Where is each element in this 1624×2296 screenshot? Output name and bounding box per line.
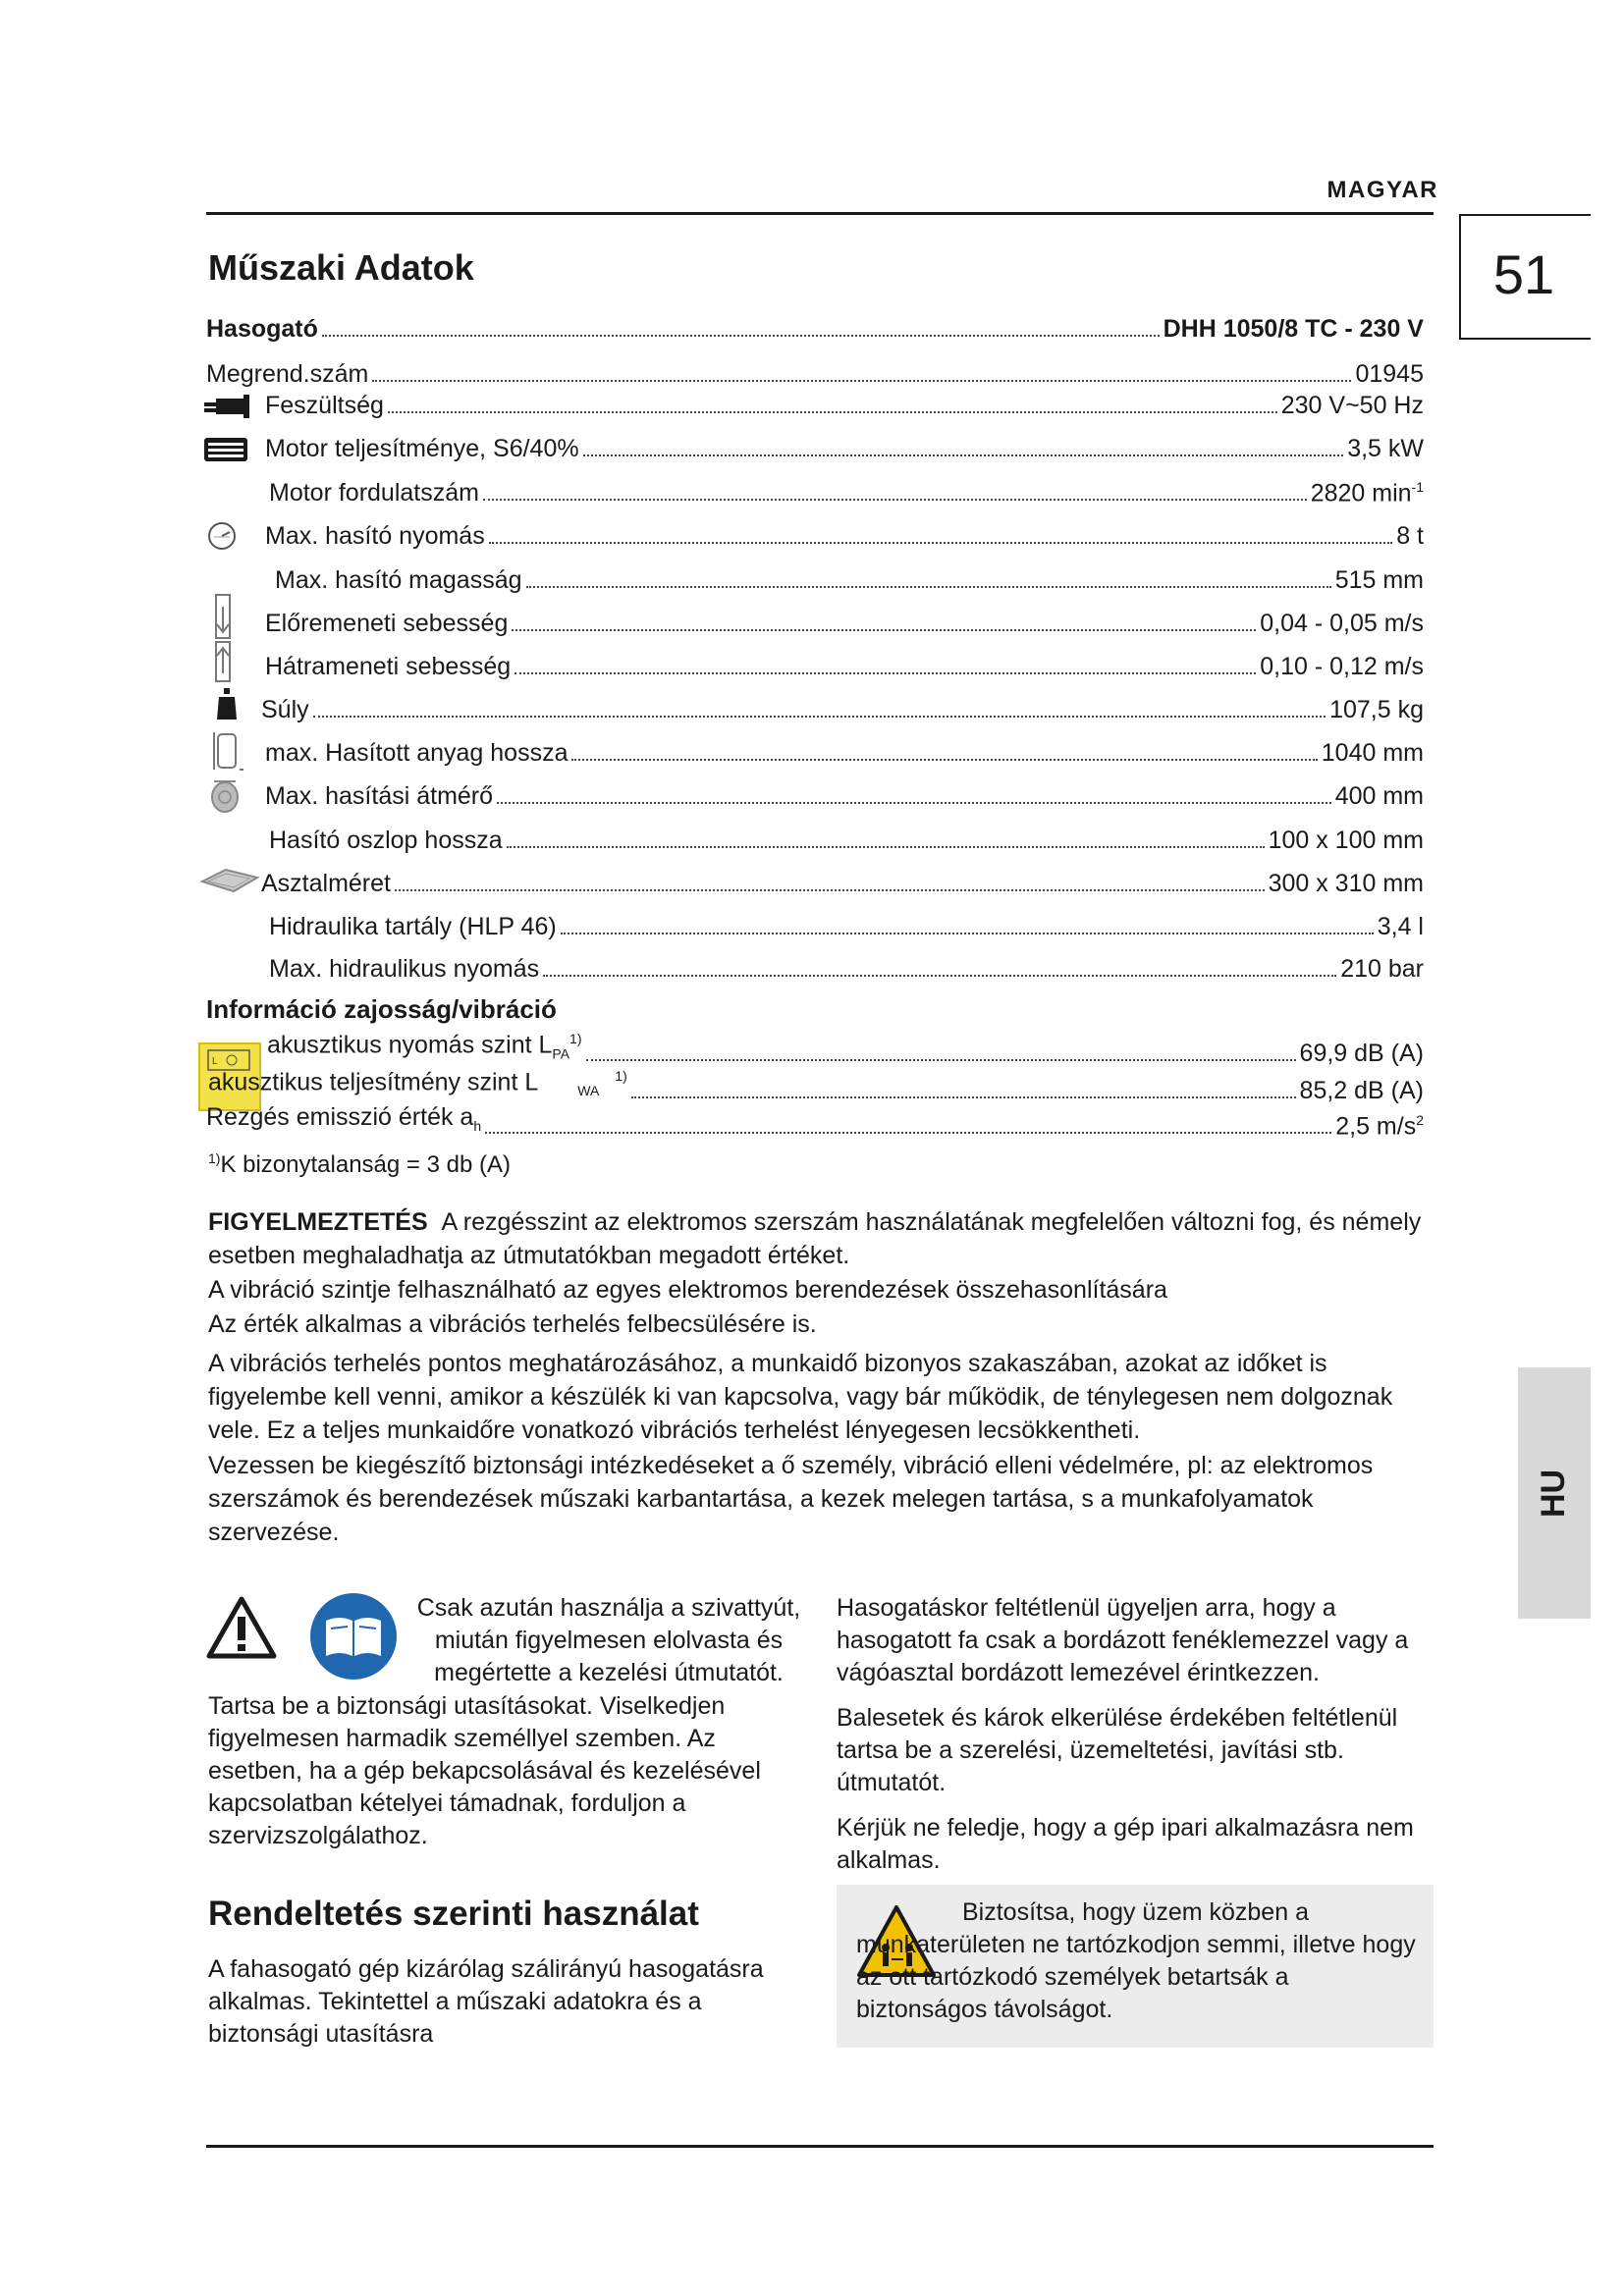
spec-row xyxy=(265,389,1424,420)
usage-heading: Rendeltetés szerinti használat xyxy=(208,1895,699,1933)
noise-row xyxy=(208,1067,1424,1105)
spec-label: Hátrameneti sebesség xyxy=(265,653,512,680)
warning-paragraph: A vibrációs terhelés pontos meghatározásához, a munkaidő bizonyos szakaszában, azokat az időket is figyelembe kell venni, amikor a készülék ki van kapcsolva, vagy bár működik, de ténylegesen nem dolgoznak vele. Ez a teljes munkaidőre vonatkozó vibrációs terhelést lényegesen lecsökkentheti. xyxy=(208,1350,1393,1444)
safety-rest: Tartsa be a biztonsági utasításokat. Viselkedjen figyelmesen harmadik személlyel szemben. Az esetben, ha a gép bekapcsolásával és kezelésével kapcsolatban kételyei támadnak, forduljon a szervizszolgálathoz. xyxy=(208,1692,761,1849)
spec-value: 3,4 l xyxy=(1377,913,1424,940)
spec-label: Motor teljesítménye, S6/40% xyxy=(265,435,579,462)
spec-label: Feszültség xyxy=(265,392,384,419)
spec-row xyxy=(265,607,1424,638)
spec-label: Max. hidraulikus nyomás xyxy=(269,955,540,983)
spec-value: 100 x 100 mm xyxy=(1268,827,1424,854)
noise-sub: h xyxy=(473,1118,482,1134)
spec-value: 210 bar xyxy=(1340,955,1424,983)
spec-row xyxy=(265,736,1424,768)
svg-text:L: L xyxy=(212,1056,218,1067)
spec-row xyxy=(269,476,1424,507)
spec-value: 0,10 - 0,12 m/s xyxy=(1260,653,1424,680)
spec-label: Súly xyxy=(261,696,309,723)
right-paragraph: Kérjük ne feledje, hogy a gép ipari alkalmazásra nem alkalmas. xyxy=(837,1814,1414,1874)
spec-value: 8 t xyxy=(1396,522,1424,550)
spec-label: Előremeneti sebesség xyxy=(265,610,509,637)
noise-sup: 1) xyxy=(615,1067,627,1084)
spec-model-label: Hasogató xyxy=(206,315,318,343)
spec-row xyxy=(265,779,1424,811)
noise-sub: WA xyxy=(577,1083,600,1098)
spec-label: Hidraulika tartály (HLP 46) xyxy=(269,913,557,940)
spec-value: 230 V~50 Hz xyxy=(1280,392,1424,419)
spec-unit-sup: -1 xyxy=(1411,478,1424,495)
header-rule xyxy=(206,212,1434,215)
spec-row xyxy=(275,563,1424,595)
spec-value: 107,5 kg xyxy=(1329,696,1424,723)
log-length-icon xyxy=(210,730,245,775)
spec-value: 3,5 kW xyxy=(1347,435,1424,462)
spec-row xyxy=(265,650,1424,681)
spec-value: 300 x 310 mm xyxy=(1268,870,1424,897)
spec-label: Hasító oszlop hossza xyxy=(269,827,503,854)
noise-footnote: $^{1)}$K bizonytalanság = 3 db (A) xyxy=(208,1150,511,1178)
weight-icon xyxy=(216,687,238,721)
warning-paragraph: FIGYELMEZTETÉS A rezgésszint az elektromos szerszám használatának megfelelően változni fog, és némely esetben meghaladhatja az útmutatókban megadott értéket. xyxy=(208,1208,1422,1269)
spec-row xyxy=(265,432,1424,463)
noise-sub: PA xyxy=(552,1045,570,1061)
spec-label: Asztalméret xyxy=(261,870,391,897)
forward-speed-icon xyxy=(212,593,240,644)
plug-icon xyxy=(204,391,255,420)
spec-value: 0,04 - 0,05 m/s xyxy=(1260,610,1424,637)
warning-triangle-icon xyxy=(206,1595,277,1660)
spec-value: 01945 xyxy=(1355,360,1424,388)
language-tab-label: HU xyxy=(1535,1468,1573,1518)
right-paragraph: Hasogatáskor feltétlenül ügyeljen arra, hogy a hasogatott fa csak a bordázott fenéklemezzel vagy a vágóasztal bordázott lemezével érintkezzen. xyxy=(837,1594,1409,1686)
noise-label: akusztikus nyomás szint L xyxy=(267,1031,553,1058)
footer-rule xyxy=(206,2145,1434,2148)
usage-text: A fahasogató gép kizárólag szálirányú hasogatásra alkalmas. Tekintettel a műszaki adatokra és a biztonsági utasításra xyxy=(208,1955,764,2048)
warning-lead: FIGYELMEZTETÉS xyxy=(208,1208,428,1236)
spec-value: 400 mm xyxy=(1334,782,1424,810)
spec-label: Max. hasító magasság xyxy=(275,566,522,594)
warning-paragraph: A vibráció szintje felhasználható az egyes elektromos berendezések összehasonlítására xyxy=(208,1276,1167,1304)
table-size-icon xyxy=(198,864,261,897)
motor-icon xyxy=(202,434,251,463)
spec-row xyxy=(269,952,1424,984)
spec-model-row xyxy=(206,312,1424,344)
spec-label: Max. hasítási átmérő xyxy=(265,782,494,810)
read-manual-icon xyxy=(308,1591,399,1682)
warning-paragraph: Az érték alkalmas a vibrációs terhelés felbecsülésére is. xyxy=(208,1310,817,1338)
noise-sup: 1) xyxy=(569,1030,582,1046)
spec-row xyxy=(206,357,1424,389)
spec-row xyxy=(269,910,1424,941)
spec-value: 1040 mm xyxy=(1321,739,1424,767)
spec-model-value: DHH 1050/8 TC - 230 V xyxy=(1163,315,1424,343)
safety-distance-text: Biztosítsa, hogy üzem közben a munkaterületen ne tartózkodjon semmi, illetve hogy az ott tartózkodó személyek betartsák a biztonságos távolságot. xyxy=(856,1898,1416,2023)
noise-value: 69,9 dB (A) xyxy=(1299,1040,1424,1067)
spec-value: 515 mm xyxy=(1334,566,1424,594)
spec-label: Megrend.szám xyxy=(206,360,369,388)
pressure-gauge-icon xyxy=(206,520,238,552)
spec-value: 2820 min xyxy=(1310,479,1412,507)
noise-label: Rezgés emisszió érték a xyxy=(206,1103,474,1131)
language-label: MAGYAR xyxy=(1326,177,1438,203)
spec-row xyxy=(265,519,1424,551)
noise-heading: Információ zajosság/vibráció xyxy=(206,994,557,1024)
noise-row xyxy=(206,1103,1424,1141)
spec-label: Max. hasító nyomás xyxy=(265,522,485,550)
noise-unit-sup: 2 xyxy=(1416,1111,1424,1128)
spec-row xyxy=(261,867,1424,898)
page-number: 51 xyxy=(1492,243,1555,305)
warning-paragraph: Vezessen be kiegészítő biztonsági intézkedéseket a ő személy, vibráció elleni védelmére, pl: az elektromos szerszámok és berendezések műszaki karbantartása, a kezek melegen tartása, s a munkafolyamatok szervezése. xyxy=(208,1452,1374,1546)
noise-label: akusztikus teljesítmény szint L xyxy=(208,1068,539,1095)
spec-label: max. Hasított anyag hossza xyxy=(265,739,568,767)
log-diameter-icon xyxy=(208,775,242,815)
spec-row xyxy=(261,693,1424,724)
noise-value: 85,2 dB (A) xyxy=(1299,1077,1424,1104)
page-title: Műszaki Adatok xyxy=(208,247,474,288)
noise-value: 2,5 m/s xyxy=(1335,1112,1417,1140)
spec-label: Motor fordulatszám xyxy=(269,479,479,507)
return-speed-icon xyxy=(212,640,240,685)
right-paragraph: Balesetek és károk elkerülése érdekében feltétlenül tartsa be a szerelési, üzemeltetési, javítási stb. útmutatót. xyxy=(837,1704,1398,1796)
safety-intro: Csak azután használja a szivattyút, miután figyelmesen elolvasta és megértette a kezelési útmutatót. xyxy=(416,1594,801,1686)
spec-row xyxy=(269,824,1424,855)
